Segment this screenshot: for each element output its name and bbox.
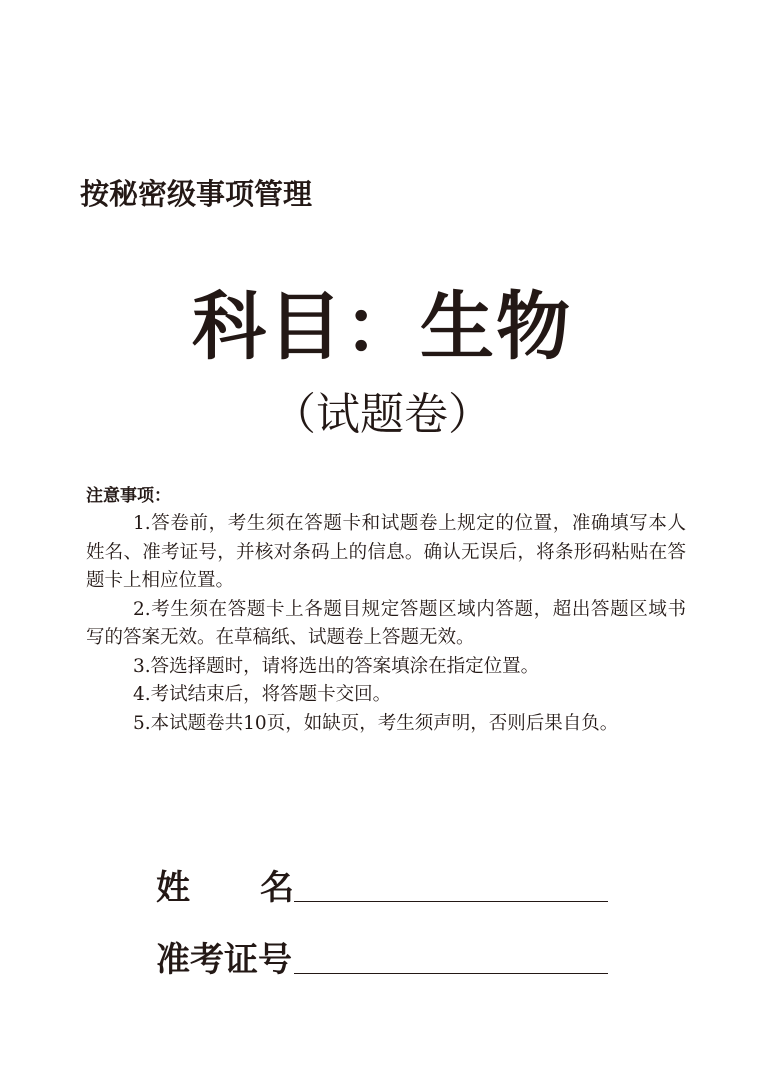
name-label (156, 868, 294, 908)
notice-item-3: 3.答选择题时，请将选出的答案填涂在指定位置。 (133, 655, 540, 677)
exam-id-blank-line[interactable] (294, 937, 608, 974)
candidate-fields (156, 860, 616, 1004)
notice-item-4: 4.考试结束后，将答题卡交回。 (133, 684, 392, 705)
notice-section (86, 482, 686, 738)
name-field-row (156, 860, 616, 908)
notice-title: 注意事项： (86, 486, 171, 506)
name-blank-line[interactable] (294, 865, 608, 902)
subject-title: 科目：生物 (192, 284, 572, 370)
exam-id-label-text: 准考证号 (156, 940, 292, 980)
name-label-char-2: 名 (260, 868, 294, 908)
name-label-char-1: 姓 (156, 868, 190, 908)
secrecy-note: 按秘密级事项管理 (80, 177, 313, 211)
exam-id-label (156, 940, 294, 980)
paper-type-label: （试题卷） (272, 389, 492, 440)
exam-id-field-row (156, 932, 616, 980)
notice-item-1: 1.答卷前，考生须在答题卡和试题卷上规定的位置，准确填写本人姓名、准考证号，并核对条码上的信息。确认无误后，将条形码粘贴在答题卡上相应位置。 (86, 513, 686, 591)
notice-item-2: 2.考生须在答题卡上各题目规定答题区域内答题，超出答题区域书写的答案无效。在草稿纸、试题卷上答题无效。 (86, 598, 686, 648)
notice-item-5: 5.本试题卷共10页，如缺页，考生须声明，否则后果自负。 (133, 712, 619, 734)
